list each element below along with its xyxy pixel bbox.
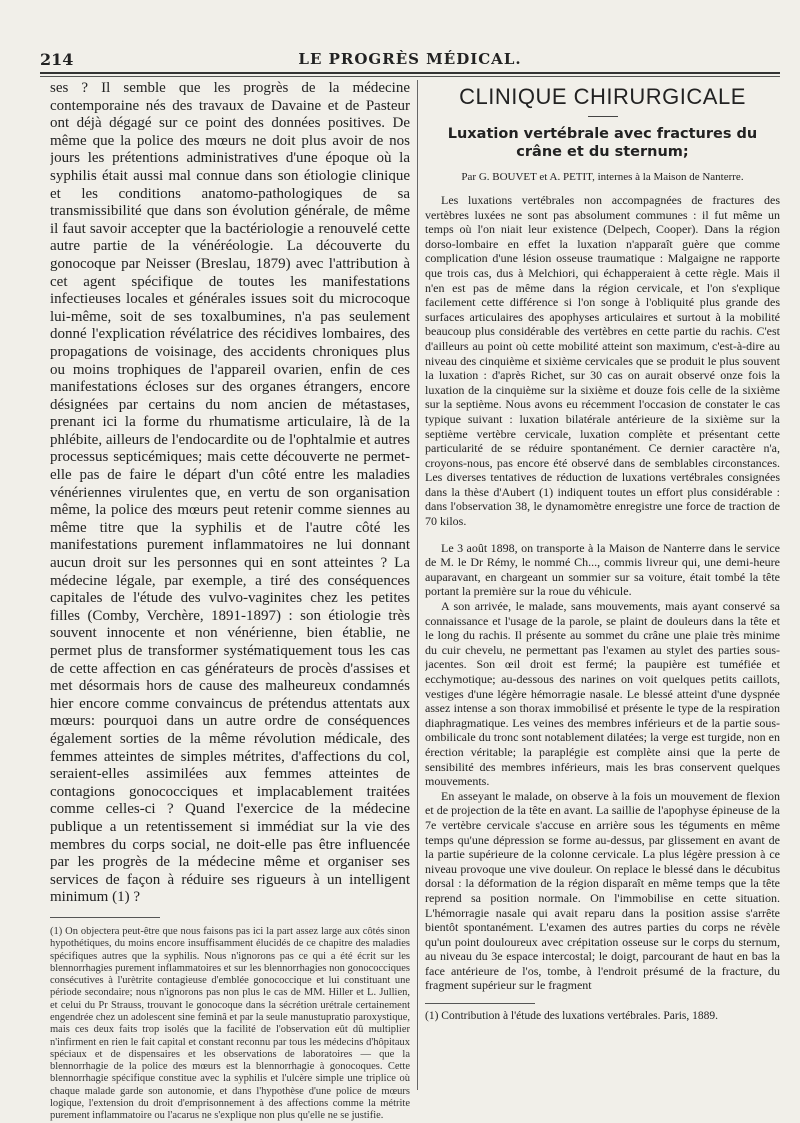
right-column [425, 80, 780, 1022]
section-title: CLINIQUE CHIRURGICALE [459, 84, 746, 109]
page-header [40, 50, 780, 72]
section-rule [588, 116, 618, 117]
case-paragraph-1: Le 3 août 1898, on transporte à la Maison de Nanterre dans le service de M. le Dr Rémy, le nommé Ch..., commis livreur qui, une demi-heure auparavant, en chargeant un sommier sur sa voiture, était tombé la tête portant la première sur la roue du véhicule. [425, 540, 780, 599]
page-number: 214 [40, 50, 74, 69]
right-footnote-rule [425, 1003, 535, 1004]
article-byline: Par G. BOUVET et A. PETIT, internes à la Maison de Nanterre. [461, 171, 744, 183]
header-rule-thin [40, 76, 780, 77]
article-intro: Les luxations vertébrales non accompagnées de fractures des vertèbres luxées ne sont pas absolument communes : il fut même un temps où l'on niait leur existence (Delpech, Cooper). Dans la région dorso-lombaire en effet la luxation n'apparaît guère que comme complication d'une lésion osseuse traumatique : Malgaigne ne rapporte que trois cas, dus à Melchiori, qui échapperaient à cette règle. Mais il n'en est pas de même dans la région cervicale, et l'on s'explique facilement cette différence si l'on songe à l'obliquité plus grande des surfaces articulaires des apophyses articulaires et surtout à la mobilité beaucoup plus considérable des vertèbres en cette partie du rachis. C'est d'ailleurs au point où cette mobilité atteint son maximum, c'est-à-dire au niveau des cinquième et sixième cervicales que se produit le plus souvent la luxation : d'après Richet, sur 30 cas on aurait observé onze fois la luxation de la cinquième sur la sixième et douze fois celle de la sixième sur la septième. Nous avons eu récemment l'occasion de constater le cas typique suivant : luxation bilatérale antérieure de la sixième sur la septième vertèbre cervicale, luxation complète et présentant cette particularité de se réduire spontanément. Ce dernier caractère n'a, croyons-nous, pas encore été observé dans de semblables circonstances. Les diverses tentatives de réduction de luxations vertébrales consignées dans la thèse d'Aubert (1) indiquent toutes un effort plus considérable : dans l'observation 38, le dynamomètre enregistre une force de traction de 70 kilos. [425, 193, 780, 529]
left-column [50, 80, 410, 1123]
paragraph-gap [425, 529, 780, 541]
column-divider [417, 80, 418, 1090]
footnote-rule [50, 917, 160, 918]
article-title: Luxation vertébrale avec fractures du crâne et du sternum; [447, 126, 758, 160]
left-body-text: ses ? Il semble que les progrès de la médecine contemporaine nés des travaux de Davaine et de Pasteur ont déjà dégagé sur ce point des données positives. De même que la police des mœurs ne doit plus avoir de nos jours les prétentions administratives d'une époque où la syphilis était aussi mal connue dans son étiologie clinique et les conditions anatomo-pathologiques de sa transmissibilité que dans son évolution générale, de même il faut savoir accepter que la bactériologie a renouvelé cette autre partie de la vénéréologie. La découverte du gonocoque par Neisser (Breslau, 1879) avec l'attribution à cet agent spécifique de toutes les manifestations infectieuses locales et générales issues soit du microcoque lui-même, soit de ses toxalbumines, n'a pas seulement donné l'explication révélatrice des récidives lombaires, des propagations de voisinage, des accidents chroniques plus ou moins trophiques de l'appareil ovarien, enfin de ces manifestations écloses sur des organes étrangers, encore désignées par certains du nom ancien de métastases, prenant ici la forme du rhumatisme articulaire, là de la phlébite, ailleurs de l'endocardite ou de l'ophtalmie et autres processus septicémiques; mais cette découverte ne permet-elle pas de faire le départ d'un côté entre les maladies vénériennes virulentes que, en vertu de son organisation même, la police des mœurs peut retenir comme siennes au même titre que la syphilis et de l'autre côté les manifestations purement inflammatoires ne lui donnant aucun droit sur les personnes qui en sont atteintes ? La médecine légale, par exemple, a tiré des conséquences capitales de l'étude des vulvo-vaginites chez les petites filles (Comby, Verchère, 1891-1897) : son étiologie très souvent innocente et non vénérienne, bien établie, ne permet plus de transformer systématiquement tous les cas de cette affection en cas générateurs de procès d'assises et met désormais hors de cause des malheureux condamnés hier encore comme convaincus de prétendus attentats aux mœurs: pourquoi dans un autre ordre de conséquences également sorties de la même révolution médicale, des femmes atteintes de simples métrites, d'affections du col, seraient-elles assimilées aux femmes atteintes de contagions gonococciques et implacablement traitées comme celles-ci ? Quand l'exercice de la médecine publique a un retentissement si immédiat sur la vie des membres du corps social, ne doit-elle pas être influencée par les progrès de la médecine même et organiser ses services de façon à réduire ses rigueurs à un intelligent minimum (1) ? [50, 80, 410, 906]
header-rule [40, 72, 780, 74]
journal-title: LE PROGRÈS MÉDICAL. [298, 50, 522, 68]
case-paragraph-2: A son arrivée, le malade, sans mouvements, mais ayant conservé sa connaissance et l'usage de la parole, se plaint de douleurs dans la tête et le long du rachis. Il présente au sommet du crâne une plaie très minime du cuir chevelu, ne permettant pas l'examen au stylet des parties sous-jacentes. Son œil droit est fermé; la paupière est tuméfiée et ecchymotique; au-dessous des narines on voit quelques petits caillots, vestiges d'une légère hémorragie nasale. Le blessé atteint d'une dyspnée assez intense a son thorax immobilisé et présente le type de la respiration diaphragmatique. Les veines des membres inférieurs et de la partie sous-ombilicale du tronc sont notablement dilatées; la verge est turgide, non en érection véritable; la paraplégie est complète ainsi que la perte de sensibilité des membres inférieurs, mais les bras conservent quelques mouvements. [425, 599, 780, 789]
right-footnote: (1) Contribution à l'étude des luxations vertébrales. Paris, 1889. [425, 1010, 719, 1023]
left-footnote: (1) On objectera peut-être que nous faisons pas ici la part assez large aux côtés sinon hypothétiques, du moins encore insuffisamment élucidés de ce chapitre des maladies spécifiques autres que la syphilis. Nous n'ignorons pas ce qui a été écrit sur les blennorrhagies purement inflammatoires et sur les blennorrhagies non gonococciques consécutives à l'urètrite contagieuse d'emblée gonococcique et lui constituant une période secondaire; nous n'ignorons pas non plus le cas de MM. Hiller et L. Jullien, et celui du Pr Strauss, trouvant le gonocoque dans la sécrétion urétrale certainement engendrée chez un adolescent sine feminâ et par la seule manustupratio paroxystique, mais ces deux faits trop isolés que la facilité de l'observation eût dû multiplier n'infirment en rien le fait capital et constant reconnu par tous les médecins d'hôpitaux spéciaux et de dispensaires et les observations de laboratoires — que la blennorrhagie de la police des mœurs est la blennorrhagie à gonocoques. Cette blennorrhagie spécifique constitue avec la syphilis et l'ulcère simple une triplice où chaque malade garde son autonomie, et dans l'hypothèse d'une police de mœurs logique, l'extension du droit d'emprisonnement à des affections comme la métrite purement inflammatoire ou l'acarus ne s'explique non plus qu'elle ne se justifie. [50, 925, 410, 1122]
case-paragraph-3: En asseyant le malade, on observe à la fois un mouvement de flexion et de projection de la tête en avant. La saillie de l'apophyse épineuse de la 7e vertèbre cervicale s'accuse en arrière sous les téguments en même temps qu'une dépression se forme au-dessus, par glissement en avant de la partie supérieure de la colonne cervicale. La plus légère pression à ce niveau provoque une vive douleur. On replace le blessé dans le décubitus dorsal : la déformation de la région disparaît en même temps que la tête reprend sa position normale. On l'immobilise en cette situation. L'hémorragie nasale qui avait reparu dans la position assise s'arrête bientôt spontanément. L'examen des autres parties du corps ne révèle qu'un point douloureux avec crépitation osseuse sur le corps du sternum, au niveau du 3e espace intercostal; le doigt, parcourant de haut en bas la face antérieure de l'os, tombe, à l'endroit présumé de la fracture, du fragment supérieur sur le fragment [425, 788, 780, 993]
